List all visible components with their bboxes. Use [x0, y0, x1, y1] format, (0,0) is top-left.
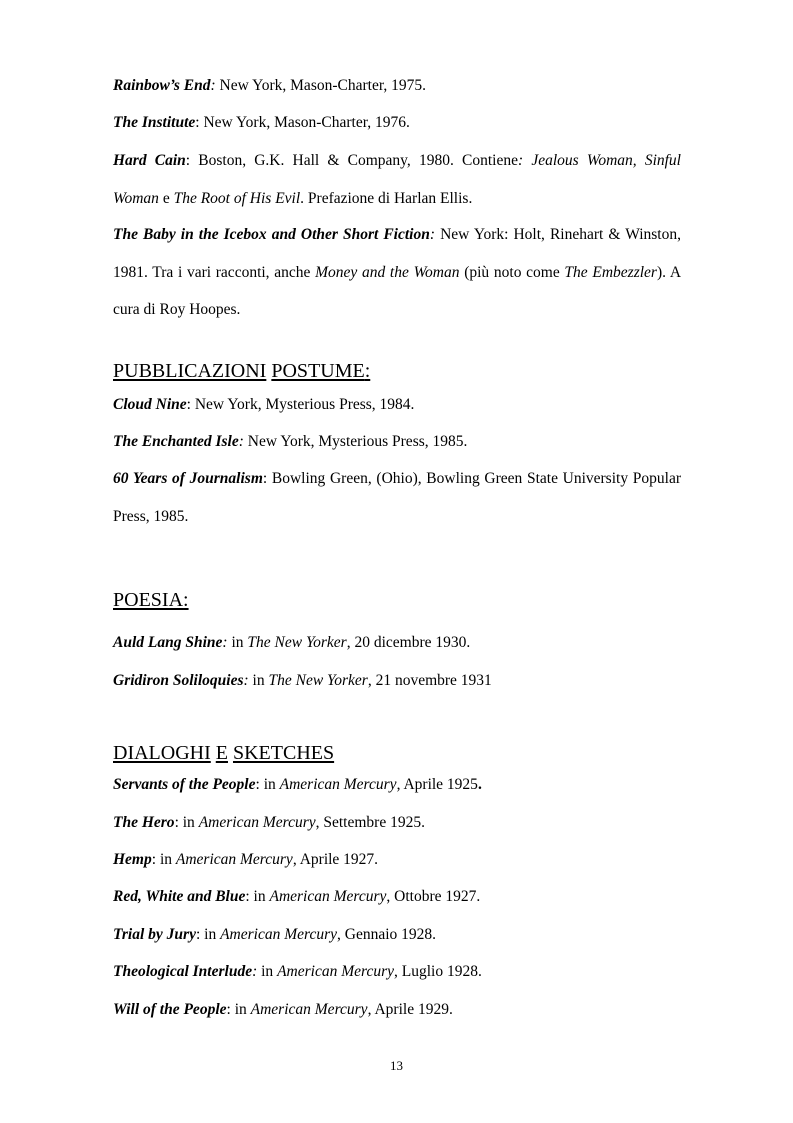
bibliography-entry: [113, 804, 681, 842]
entry-text: in: [249, 888, 270, 905]
bibliography-entry: [113, 67, 681, 105]
publication-name: American Mercury: [277, 963, 394, 980]
entry-title: 60 Years of Journalism: [113, 470, 263, 487]
entry-text: in: [257, 963, 278, 980]
publication-name: American Mercury: [175, 851, 293, 868]
entry-separator: :: [210, 77, 216, 94]
entry-text: in: [227, 634, 248, 651]
entry-text: in: [200, 926, 221, 943]
entry-separator: :: [226, 1001, 231, 1018]
entry-text: , Luglio 1928.: [394, 963, 482, 980]
entry-title: The Baby in the Icebox and Other Short Fiction: [113, 226, 430, 243]
entry-title: The Institute: [113, 114, 196, 131]
bibliography-entry: [113, 142, 681, 217]
entry-text: in: [178, 814, 199, 831]
entry-title: Trial by Jury: [113, 926, 196, 943]
entry-text: New York, Mysterious Press, 1984.: [190, 396, 415, 413]
publication-name: American Mercury: [250, 1001, 368, 1018]
entry-text: , Aprile 1925: [396, 776, 478, 793]
entry-text: , Aprile 1927.: [292, 851, 379, 868]
entry-text: New York, Mysterious Press, 1985.: [243, 433, 468, 450]
section-heading-dialoghi: [113, 741, 334, 765]
page-number: 13: [390, 1058, 403, 1073]
bibliography-entry: [113, 916, 681, 954]
entry-text: , Settembre 1925.: [315, 814, 425, 831]
entry-bold-period: .: [477, 776, 482, 793]
entry-title: The Hero: [113, 814, 175, 831]
entry-separator: :: [174, 814, 179, 831]
entry-title: Auld Lang Shine: [113, 634, 223, 651]
entry-separator: :: [185, 152, 191, 169]
publication-name: The New Yorker: [268, 672, 368, 689]
heading-colon: :: [183, 589, 189, 611]
entry-text: New York: Holt, Rinehart & Winston, 1981. Tra i vari racconti, anche: [113, 226, 681, 281]
entry-text: in: [156, 851, 176, 868]
entry-title: The Enchanted Isle: [113, 433, 239, 450]
entry-title: Rainbow’s End: [113, 77, 211, 94]
heading-word: POESIA: [113, 589, 184, 611]
section-heading-postume: [113, 359, 370, 383]
entry-separator: :: [243, 672, 249, 689]
entry-text: , Aprile 1929.: [367, 1001, 453, 1018]
heading-word: SKETCHES: [232, 742, 335, 764]
entry-title: Cloud Nine: [113, 396, 187, 413]
entry-title: Red, White and Blue: [113, 888, 246, 905]
entry-separator: :: [195, 114, 200, 131]
publication-name: American Mercury: [269, 888, 387, 905]
entry-text: in: [248, 672, 269, 689]
entry-separator: :: [245, 888, 250, 905]
entry-text: Bowling Green, (Ohio), Bowling Green State University Popular Press, 1985.: [113, 470, 681, 525]
entry-text: , Ottobre 1927.: [386, 888, 481, 905]
entry-text: New York, Mason-Charter, 1976.: [199, 114, 410, 131]
entry-text: in: [259, 776, 280, 793]
bibliography-entry: [113, 662, 681, 700]
bibliography-entry: [113, 423, 681, 461]
entry-text: , 21 novembre 1931: [367, 672, 492, 689]
entry-separator: :: [238, 433, 244, 450]
entry-text: (più noto come: [459, 263, 565, 281]
heading-word: DIALOGHI: [113, 742, 211, 764]
entry-text: New York, Mason-Charter, 1975.: [215, 77, 426, 94]
entry-separator: :: [262, 470, 268, 487]
entry-title: Servants of the People: [113, 776, 256, 793]
entry-separator: :: [186, 396, 191, 413]
publication-name: American Mercury: [279, 776, 397, 793]
bibliography-entry: [113, 766, 681, 804]
bibliography-entry: [113, 841, 681, 879]
entry-separator: :: [222, 634, 228, 651]
bibliography-entry: [113, 953, 681, 991]
entry-title: Theological Interlude: [113, 963, 253, 980]
entry-title: Gridiron Soliloquies: [113, 672, 244, 689]
entry-title: Will of the People: [113, 1001, 227, 1018]
entry-text: Boston, G.K. Hall & Company, 1980. Contiene: [190, 152, 518, 169]
heading-word: E: [215, 742, 228, 764]
bibliography-entry: [113, 624, 681, 662]
entry-text: in: [230, 1001, 251, 1018]
entry-separator: :: [429, 226, 436, 243]
heading-word: POSTUME: [271, 360, 365, 382]
entry-text: , Gennaio 1928.: [337, 926, 437, 943]
entry-separator: :: [255, 776, 260, 793]
entry-text: e: [158, 189, 174, 207]
bibliography-entry: [113, 104, 681, 142]
entry-separator: :: [195, 926, 201, 943]
bibliography-entry: [113, 878, 681, 916]
entry-separator: :: [252, 963, 258, 980]
entry-text: ). A cura di Roy Hoopes.: [113, 263, 682, 318]
bibliography-entry: [113, 460, 681, 535]
publication-name: American Mercury: [220, 926, 338, 943]
entry-italic-title: The Embezzler: [564, 263, 657, 281]
heading-word: PUBBLICAZIONI: [113, 360, 267, 382]
entry-title: Hard Cain: [113, 152, 186, 169]
publication-name: American Mercury: [198, 814, 316, 831]
bibliography-entry: [113, 386, 681, 424]
entry-text: . Prefazione di Harlan Ellis.: [300, 189, 473, 207]
entry-italic-title: Jealous Woman, Sinful Woman: [113, 152, 681, 207]
entry-italic-title: Money and the Woman: [315, 263, 460, 281]
entry-separator: :: [151, 851, 157, 868]
section-heading-poesia: [113, 588, 189, 612]
heading-colon: :: [364, 360, 371, 382]
entry-title: Hemp: [113, 851, 152, 868]
bibliography-entry: [113, 991, 681, 1029]
entry-separator: :: [517, 152, 524, 169]
bibliography-entry: [113, 216, 681, 329]
entry-italic-title: The Root of His Evil: [173, 189, 301, 207]
publication-name: The New Yorker: [247, 634, 347, 651]
entry-text: , 20 dicembre 1930.: [346, 634, 471, 651]
